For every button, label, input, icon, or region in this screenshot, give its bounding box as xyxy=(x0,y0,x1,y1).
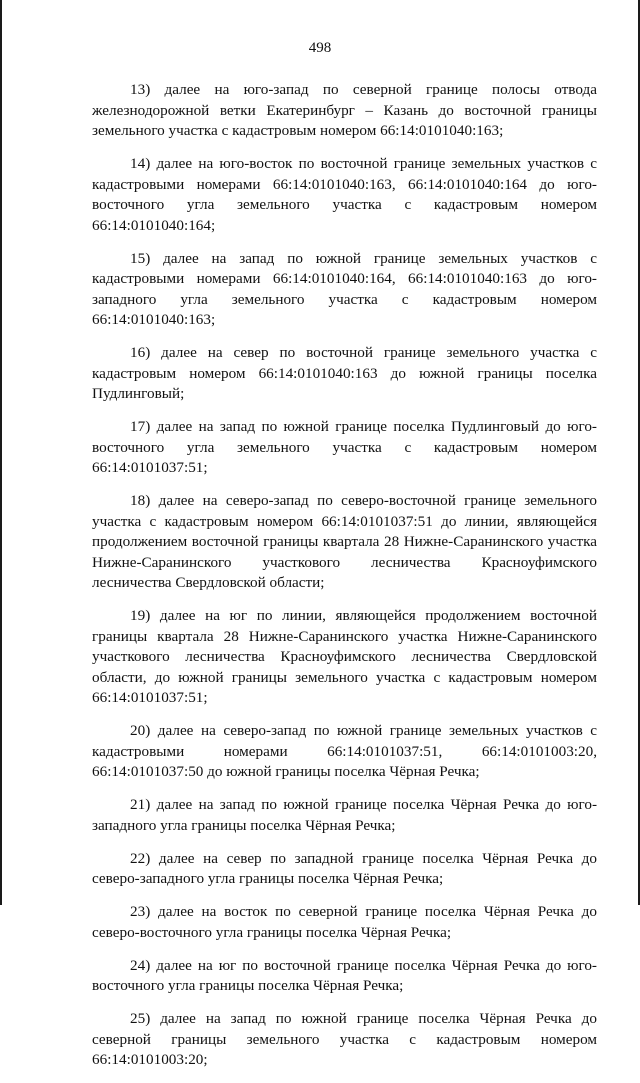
paragraph-13: 13) далее на юго-запад по северной границе полосы отвода железнодорожной ветки Екатеринбург – Казань до восточной границы земельного участка с кадастровым номером 66:14:0101040:163; xyxy=(92,81,597,139)
paragraph-21: 21) далее на запад по южной границе поселка Чёрная Речка до юго-западного угла границы поселка Чёрная Речка; xyxy=(92,796,597,834)
paragraph-16: 16) далее на север по восточной границе земельного участка с кадастровым номером 66:14:0101040:163 до южной границы поселка Пудлинговый; xyxy=(92,344,597,402)
paragraph-25: 25) далее на запад по южной границе поселка Чёрная Речка до северной границы земельного участка с кадастровым номером 66:14:0101003:20; xyxy=(92,1010,597,1068)
paragraph-14: 14) далее на юго-восток по восточной границе земельных участков с кадастровыми номерами 66:14:0101040:163, 66:14:0101040:164 до юго-восточного угла земельного участка с кадастровым номером 66:14:0101040:164; xyxy=(92,155,597,234)
paragraph-23: 23) далее на восток по северной границе поселка Чёрная Речка до северо-восточного угла границы поселка Чёрная Речка; xyxy=(92,903,597,941)
paragraph-24: 24) далее на юг по восточной границе поселка Чёрная Речка до юго-восточного угла границы поселка Чёрная Речка; xyxy=(92,956,597,994)
document-body xyxy=(92,80,597,1083)
paragraph-17: 17) далее на запад по южной границе поселка Пудлинговый до юго-восточного угла земельного участка с кадастровым номером 66:14:0101037:51; xyxy=(92,418,597,476)
paragraph-22: 22) далее на север по западной границе поселка Чёрная Речка до северо-западного угла границы поселка Чёрная Речка; xyxy=(92,849,597,887)
paragraph-20: 20) далее на северо-запад по южной границе земельных участков с кадастровыми номерами 66:14:0101037:51, 66:14:0101003:20, 66:14:0101037:50 до южной границы поселка Чёрная Речка; xyxy=(92,722,597,780)
paragraph-19: 19) далее на юг по линии, являющейся продолжением восточной границы квартала 28 Нижне-Саранинского участка Нижне-Саранинского участкового лесничества Красноуфимского лесничества Свердловской области, до южной границы земельного участка с кадастровым номером 66:14:0101037:51; xyxy=(92,607,597,706)
paragraph-15: 15) далее на запад по южной границе земельных участков с кадастровыми номерами 66:14:0101040:164, 66:14:0101040:163 до юго-западного угла земельного участка с кадастровым номером 66:14:0101040:163; xyxy=(92,249,597,328)
page-number: 498 xyxy=(308,40,332,56)
paragraph-18: 18) далее на северо-запад по северо-восточной границе земельного участка с кадастровым номером 66:14:0101037:51 до линии, являющейся продолжением восточной границы квартала 28 Нижне-Саранинского участка Нижне-Саранинского участкового лесничества Красноуфимского лесничества Свердловской области; xyxy=(92,492,597,591)
